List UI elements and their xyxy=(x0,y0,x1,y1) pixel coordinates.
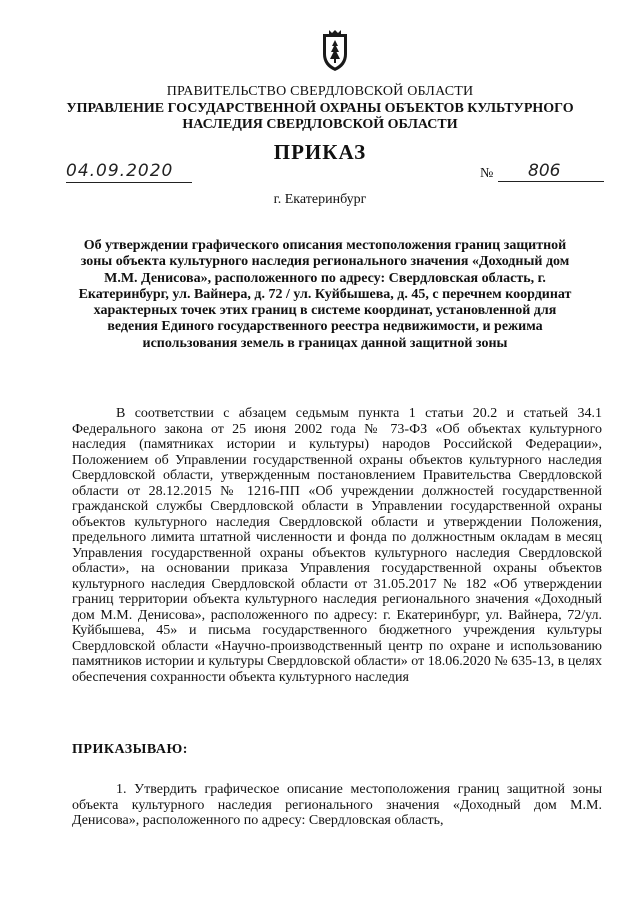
department-name: УПРАВЛЕНИЕ ГОСУДАРСТВЕННОЙ ОХРАНЫ ОБЪЕКТОВ КУЛЬТУРНОГО НАСЛЕДИЯ СВЕРДЛОВСКОЙ ОБЛАСТИ xyxy=(66,101,574,132)
preamble-paragraph: В соответствии с абзацем седьмым пункта 1 статьи 20.2 и статьей 34.1 Федерального закона от 25 июня 2002 года № 73-ФЗ «Об объектах культурного наследия (памятниках истории и культуры) народов Российской Федерации», Положением об Управлении государственной охраны объектов культурного наследия Свердловской области, утвержденным постановлением Правительства Свердловской области от 28.12.2015 № 1216-ПП «Об учреждении должностей государственной гражданской службы Свердловской области в Управлении государственной охраны объектов культурного наследия Свердловской области и утверждении Положения, предельного лимита штатной численности и фонда по должностным окладам в месяц Управления государственной охраны объектов культурного наследия Свердловской области», на основании приказа Управления государственной охраны объектов культурного наследия Свердловской области от 31.05.2017 № 182 «Об утверждении границ территории объекта культурного наследия регионального значения «Доходный дом М.М. Денисова», расположенного по адресу: г. Екатеринбург, ул. Вайнера, 72/ул. Куйбышева, 45» и письма государственного бюджетного учреждения культуры Свердловской области «Научно-производственный центр по охране и использованию памятников истории и культуры Свердловской области» от 18.06.2020 № 635-13, в целях обеспечения сохранности объекта культурного наследия xyxy=(72,406,602,685)
order-item-1: 1. Утвердить графическое описание местоположения границ защитной зоны объекта культурного наследия регионального значения «Доходный дом М.М. Денисова», расположенного по адресу: Свердловская область, xyxy=(72,782,602,828)
coat-of-arms-icon xyxy=(318,30,352,72)
order-number: 806 xyxy=(498,162,604,182)
number-label: № xyxy=(480,166,494,181)
city: г. Екатеринбург xyxy=(273,192,367,207)
order-date: 04.09.2020 xyxy=(66,162,192,183)
order-heading: ПРИКАЗЫВАЮ: xyxy=(72,742,188,757)
document-type: ПРИКАЗ xyxy=(273,140,367,164)
order-subject: Об утверждении графического описания местоположения границ защитной зоны объекта культурного наследия регионального значения «Доходный дом М.М. Денисова», расположенного по адресу: Свердловская область, г. Екатеринбург, ул. Вайнера, д. 72 / ул. Куйбышева, д. 45, с перечнем координат характерных точек этих границ в системе координат, установленной для ведения Единого государственного реестра недвижимости, и режима использования земель в границах данной защитной зоны xyxy=(78,238,572,351)
government-name: ПРАВИТЕЛЬСТВО СВЕРДЛОВСКОЙ ОБЛАСТИ xyxy=(166,84,474,99)
